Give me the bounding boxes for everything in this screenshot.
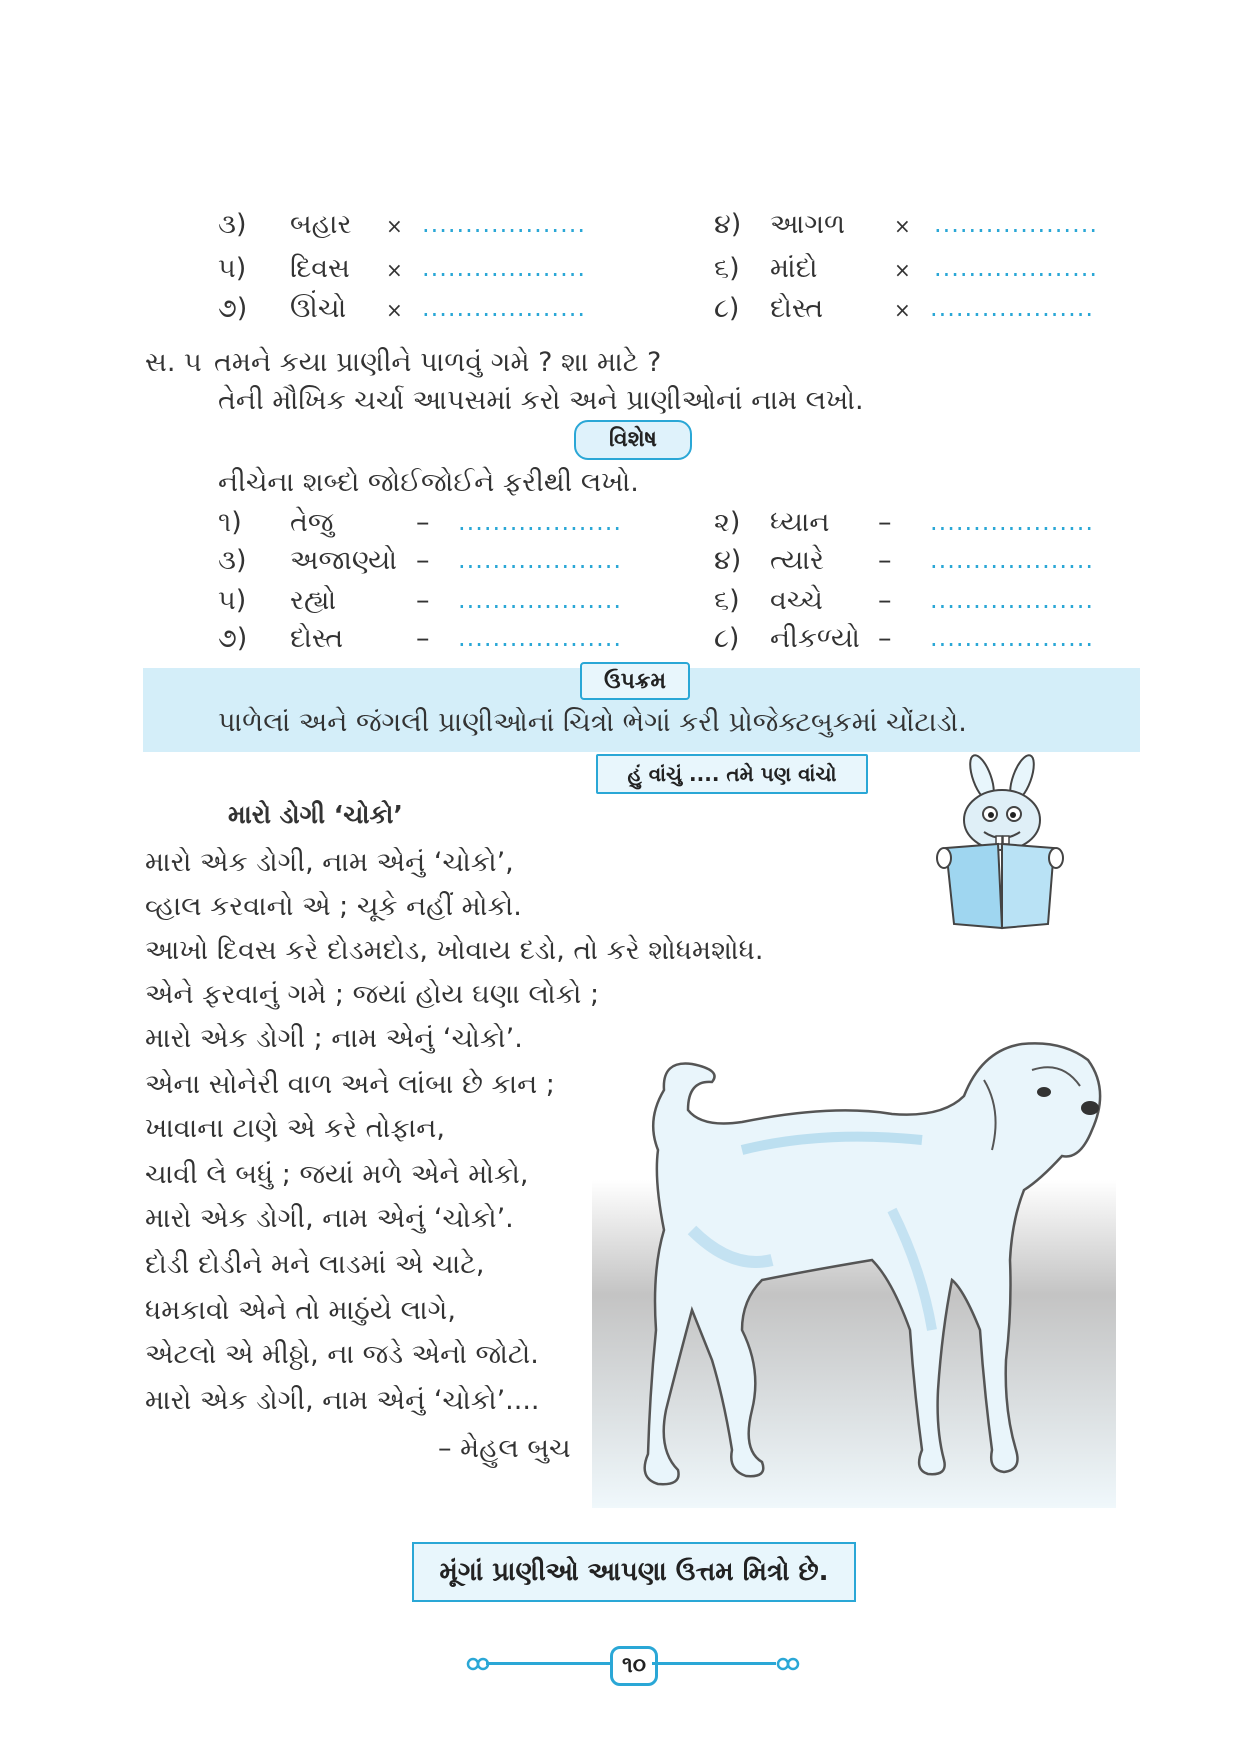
answer-blank[interactable]: ...................: [458, 508, 622, 536]
answer-blank[interactable]: ...................: [930, 294, 1094, 322]
answer-blank[interactable]: ...................: [934, 254, 1098, 282]
times-sign: ×: [386, 214, 403, 238]
word: ત્યારે: [770, 545, 824, 576]
answer-blank[interactable]: ...................: [458, 586, 622, 614]
poem-line: મારો એક ડોગી, નામ એનું ‘ચોકો’....: [145, 1385, 540, 1416]
question-label: સ. ૫: [145, 347, 202, 378]
answer-blank[interactable]: ...................: [458, 624, 622, 652]
item-number: ૭): [218, 623, 248, 654]
dash: –: [878, 623, 892, 654]
poem-line: વ્હાલ કરવાનો એ ; ચૂકે નહીં મોકો.: [145, 891, 522, 922]
dash: –: [416, 585, 430, 616]
upakram-heading: ઉપક્રમ: [580, 662, 690, 700]
dash: –: [416, 545, 430, 576]
reading-label: હું વાંચું .... તમે પણ વાંચો: [596, 754, 868, 794]
ornament-right-icon: [774, 1654, 800, 1674]
poem-author: – મેહુલ બુચ: [438, 1433, 571, 1464]
motto-box: મૂંગાં પ્રાણીઓ આપણા ઉત્તમ મિત્રો છે.: [412, 1542, 856, 1602]
times-sign: ×: [894, 214, 911, 238]
item-number: ૨): [714, 507, 741, 538]
item-number: ૩): [218, 209, 247, 240]
item-number: ૮): [714, 293, 740, 324]
word: રહ્યો: [290, 585, 337, 616]
poem-line: એને ફરવાનું ગમે ; જયાં હોય ઘણા લોકો ;: [145, 979, 600, 1010]
dash: –: [416, 507, 430, 538]
item-number: ૫): [218, 253, 247, 284]
item-number: ૭): [218, 293, 248, 324]
poem-line: દોડી દોડીને મને લાડમાં એ ચાટે,: [145, 1249, 485, 1280]
vishesh-heading: વિશેષ: [574, 420, 692, 460]
question-text: તમને કયા પ્રાણીને પાળવું ગમે ? શા માટે ?: [214, 347, 662, 378]
dash: –: [416, 623, 430, 654]
vishesh-instruction: નીચેના શબ્દો જોઈજોઈને ફરીથી લખો.: [218, 467, 639, 498]
poem-line: ચાવી લે બધું ; જયાં મળે એને મોકો,: [145, 1159, 529, 1190]
word: તેજુ: [290, 507, 334, 538]
poem-line: એના સોનેરી વાળ અને લાંબા છે કાન ;: [145, 1069, 555, 1100]
item-number: ૮): [714, 623, 740, 654]
answer-blank[interactable]: ...................: [458, 546, 622, 574]
times-sign: ×: [386, 298, 403, 322]
answer-blank[interactable]: ...................: [422, 254, 586, 282]
times-sign: ×: [386, 258, 403, 282]
item-number: ૪): [714, 545, 742, 576]
item-number: ૧): [218, 507, 242, 538]
word: વચ્ચે: [770, 585, 823, 616]
dash: –: [878, 585, 892, 616]
word: માંદો: [770, 253, 818, 284]
item-number: ૩): [218, 545, 247, 576]
word: નીકળ્યો: [770, 623, 860, 654]
footer-rule-left: [486, 1662, 610, 1665]
answer-blank[interactable]: ...................: [422, 294, 586, 322]
dash: –: [878, 507, 892, 538]
poem-line: મારો એક ડોગી ; નામ એનું ‘ચોકો’.: [145, 1023, 523, 1054]
ornament-left-icon: [466, 1654, 492, 1674]
footer-rule-right: [652, 1662, 776, 1665]
question-subtext: તેની મૌખિક ચર્ચા આપસમાં કરો અને પ્રાણીઓનાં નામ લખો.: [218, 385, 864, 416]
poem-line: મારો એક ડોગી, નામ એનું ‘ચોકો’.: [145, 1203, 514, 1234]
item-number: ૬): [714, 253, 740, 284]
word: ઊંચો: [290, 293, 347, 324]
poem-line: ખાવાના ટાણે એ કરે તોફાન,: [145, 1113, 445, 1144]
answer-blank[interactable]: ...................: [934, 210, 1098, 238]
dog-illustration: [592, 1030, 1116, 1508]
word: દિવસ: [290, 253, 350, 284]
answer-blank[interactable]: ...................: [930, 624, 1094, 652]
times-sign: ×: [894, 298, 911, 322]
word: અજાણ્યો: [290, 545, 398, 576]
answer-blank[interactable]: ...................: [930, 586, 1094, 614]
word: બહાર: [290, 209, 352, 240]
rabbit-reading-illustration: [926, 752, 1076, 932]
poem-title: મારો ડોગી ‘ચોકો’: [228, 800, 403, 829]
answer-blank[interactable]: ...................: [422, 210, 586, 238]
answer-blank[interactable]: ...................: [930, 546, 1094, 574]
poem-line: ધમકાવો એને તો માઠુંયે લાગે,: [145, 1295, 456, 1326]
poem-line: આખો દિવસ કરે દોડમદોડ, ખોવાય દડો, તો કરે શોધમશોધ.: [145, 935, 764, 966]
word: દોસ્ત: [770, 293, 824, 324]
item-number: ૬): [714, 585, 740, 616]
page-number: ૧૦: [610, 1646, 658, 1686]
dash: –: [878, 545, 892, 576]
word: દોસ્ત: [290, 623, 344, 654]
item-number: ૪): [714, 209, 742, 240]
times-sign: ×: [894, 258, 911, 282]
word: ધ્યાન: [770, 507, 830, 538]
activity-text: પાળેલાં અને જંગલી પ્રાણીઓનાં ચિત્રો ભેગાં કરી પ્રોજેક્ટબુકમાં ચોંટાડો.: [218, 707, 967, 738]
poem-line: મારો એક ડોગી, નામ એનું ‘ચોકો’,: [145, 847, 514, 878]
answer-blank[interactable]: ...................: [930, 508, 1094, 536]
poem-line: એટલો એ મીઠ્ઠો, ના જડે એનો જોટો.: [145, 1339, 539, 1370]
word: આગળ: [770, 209, 846, 240]
item-number: ૫): [218, 585, 247, 616]
